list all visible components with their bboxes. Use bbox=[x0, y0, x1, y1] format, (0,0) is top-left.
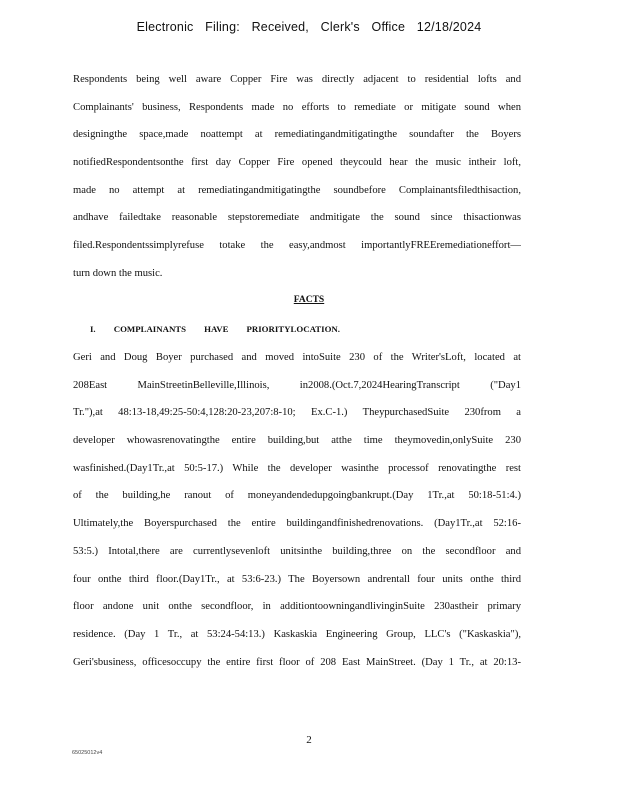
facts-title-text: FACTS bbox=[293, 295, 325, 305]
filing-header: Electronic Filing: Received, Clerk's Office 12/18/2024 bbox=[136, 20, 482, 34]
text-line: Geri'sbusiness, officesoccupy the entire first floor of 208 East MainStreet. (Day 1 Tr., at 20:13- bbox=[73, 656, 521, 668]
text-line: notifiedRespondentsonthe first day Copper Fire opened theycould hear the music intheir loft, bbox=[73, 157, 521, 169]
paragraph-boyers bbox=[73, 344, 521, 676]
section-heading bbox=[90, 324, 340, 334]
text-line: Geri and Doug Boyer purchased and moved intoSuite 230 of the Writer'sLoft, located at bbox=[73, 352, 521, 363]
page-number: 2 bbox=[306, 734, 312, 746]
section-heading-word: PRIORITYLOCATION. bbox=[246, 324, 340, 334]
section-number: I. bbox=[90, 324, 96, 334]
text-line: residence. (Day 1 Tr., at 53:24-54:13.) Kaskaskia Engineering Group, LLC's ("Kaskaskia"), bbox=[73, 628, 521, 640]
text-line: made no attempt at remediatingandmitigatingthe soundbefore Complainantsfiledthisaction, bbox=[73, 184, 521, 196]
text-line: filed.Respondentssimplyrefuse totake the easy,andmost importantlyFREEremediationeffort— bbox=[73, 240, 521, 252]
text-line: turn down the music. bbox=[73, 267, 163, 279]
facts-title bbox=[0, 295, 618, 305]
text-line: Complainants' business, Respondents made no efforts to remediate or mitigate sound when bbox=[73, 101, 521, 113]
text-line: Ultimately,the Boyerspurchased the entire buildingandfinishedrenovations. (Day1Tr.,at 52:16- bbox=[73, 518, 521, 530]
section-heading-word: HAVE bbox=[204, 324, 229, 334]
document-id: 65025012v4 bbox=[72, 750, 103, 756]
text-line: 208East MainStreetinBelleville,Illinois, in2008.(Oct.7,2024HearingTranscript ("Day1 bbox=[73, 379, 521, 391]
text-line: 53:5.) Intotal,there are currentlysevenloft unitsinthe building,three on the secondfloor and bbox=[73, 545, 521, 557]
text-line: four onthe third floor.(Day1Tr., at 53:6-23.) The Boyersown andrentall four units onthe third bbox=[73, 573, 521, 585]
text-line: Respondents being well aware Copper Fire was directly adjacent to residential lofts and bbox=[73, 74, 521, 85]
text-line: designingthe space,made noattempt at remediatingandmitigatingthe soundafter the Boyers bbox=[73, 129, 521, 141]
text-line: wasfinished.(Day1Tr.,at 50:5-17.) While the developer wasinthe processof renovatingthe rest bbox=[73, 462, 521, 474]
section-heading-word: COMPLAINANTS bbox=[113, 324, 187, 334]
text-line: andhave failedtake reasonable stepstoremediate andmitigate the sound since thisactionwas bbox=[73, 212, 521, 224]
paragraph-respondents bbox=[73, 66, 521, 288]
text-line: developer whowasrenovatingthe entire building,but atthe time theymovedin,onlySuite 230 bbox=[73, 435, 521, 447]
text-line: Tr."),at 48:13-18,49:25-50:4,128:20-23,207:8-10; Ex.C-1.) TheypurchasedSuite 230from a bbox=[73, 407, 521, 419]
text-line: floor andone unit onthe secondfloor, in additiontoowningandlivinginSuite 230astheir primary bbox=[73, 601, 521, 613]
text-line: of the building,he ranout of moneyandendedupgoingbankrupt.(Day 1Tr.,at 50:18-51:4.) bbox=[73, 490, 521, 502]
